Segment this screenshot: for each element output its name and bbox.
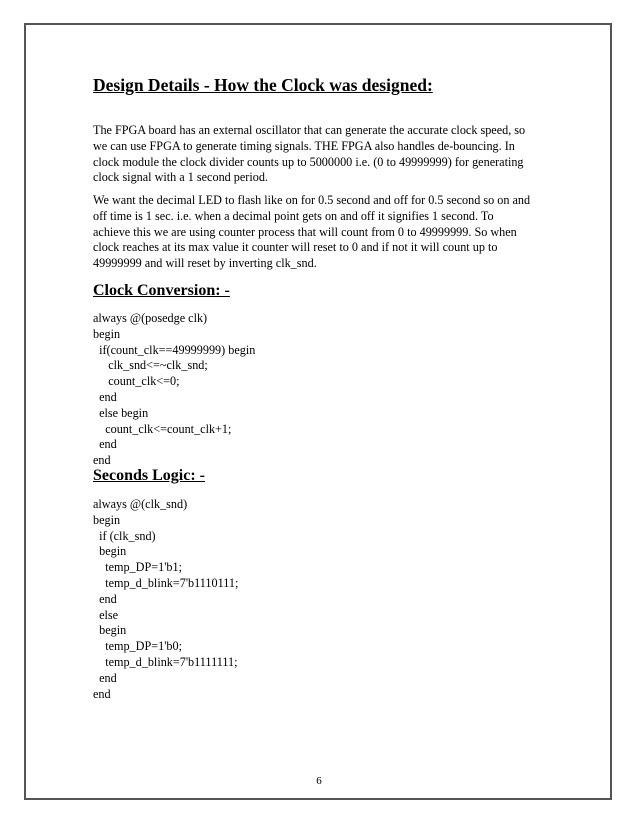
heading-design-details: Design Details - How the Clock was designed: xyxy=(93,75,433,95)
code-line: end xyxy=(93,453,111,468)
code-line: count_clk<=count_clk+1; xyxy=(93,421,232,436)
page-number: 6 xyxy=(316,775,322,787)
paragraph-fpga-oscillator xyxy=(93,123,553,186)
paragraph-line: 49999999 and will reset by inverting clk_snd. xyxy=(93,256,317,271)
paragraph-line: off time is 1 sec. i.e. when a decimal point gets on and off it signifies 1 second. To xyxy=(93,208,494,223)
code-line: else begin xyxy=(93,405,149,420)
code-line: temp_d_blink=7'b1110111; xyxy=(93,575,239,590)
code-line: end xyxy=(93,670,117,685)
paragraph-line: achieve this we are using counter process that will count from 0 to 49999999. So when xyxy=(93,224,517,239)
paragraph-line: clock signal with a 1 second period. xyxy=(93,170,268,185)
heading-seconds-logic: Seconds Logic: - xyxy=(93,467,205,484)
code-line: count_clk<=0; xyxy=(93,374,180,389)
code-line: if (clk_snd) xyxy=(93,528,156,543)
heading-clock-conversion: Clock Conversion: - xyxy=(93,282,230,299)
paragraph-decimal-led xyxy=(93,193,553,272)
code-block-clock-conversion xyxy=(93,311,255,469)
code-line: temp_DP=1'b0; xyxy=(93,639,182,654)
code-line: end xyxy=(93,389,117,404)
code-line: if(count_clk==49999999) begin xyxy=(93,342,256,357)
code-line: end xyxy=(93,686,111,701)
code-line: begin xyxy=(93,326,121,341)
code-line: else xyxy=(93,607,119,622)
code-line: always @(posedge clk) xyxy=(93,311,208,325)
paragraph-line: We want the decimal LED to flash like on for 0.5 second and off for 0.5 second so on and xyxy=(93,193,531,207)
code-line: begin xyxy=(93,512,121,527)
code-line: end xyxy=(93,591,117,606)
code-line: begin xyxy=(93,544,127,559)
paragraph-line: clock module the clock divider counts up to 5000000 i.e. (0 to 49999999) for generating xyxy=(93,154,524,169)
paragraph-line: we can use FPGA to generate timing signals. THE FPGA also handles de-bouncing. In xyxy=(93,138,515,153)
paragraph-line: The FPGA board has an external oscillator that can generate the accurate clock speed, so xyxy=(93,123,526,137)
code-line: always @(clk_snd) xyxy=(93,497,188,511)
code-line: temp_DP=1'b1; xyxy=(93,560,182,575)
code-line: temp_d_blink=7'b1111111; xyxy=(93,654,238,669)
paragraph-line: clock reaches at its max value it counter will reset to 0 and if not it will count up to xyxy=(93,240,498,255)
code-line: end xyxy=(93,437,117,452)
code-line: begin xyxy=(93,623,127,638)
code-line: clk_snd<=~clk_snd; xyxy=(93,358,208,373)
code-block-seconds-logic xyxy=(93,497,238,702)
